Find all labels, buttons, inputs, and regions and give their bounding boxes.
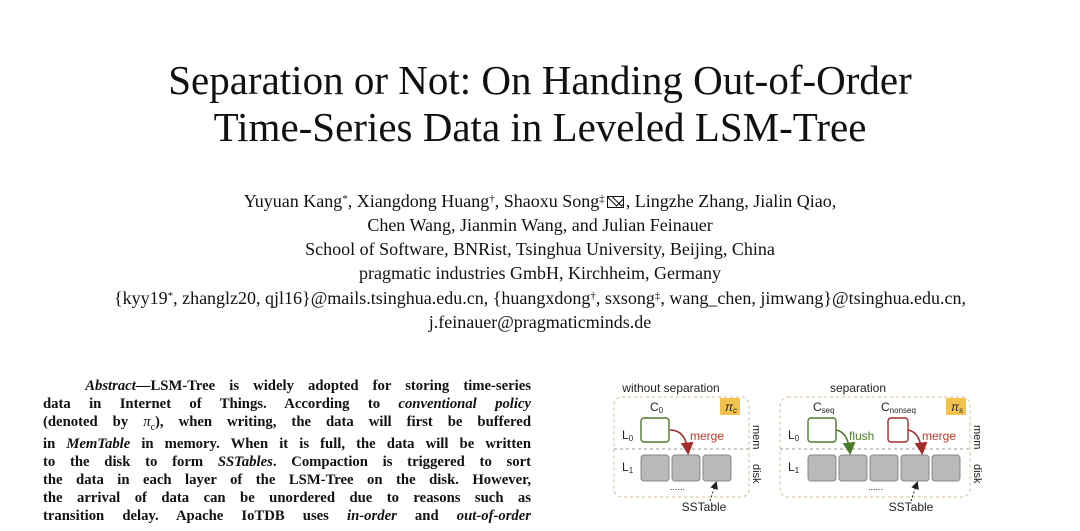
right-l1-label: L1 xyxy=(788,460,800,475)
right-memtable-nonseq xyxy=(888,418,908,442)
right-cseq-label: Cseq xyxy=(813,400,835,415)
affiliation-1: School of Software, BNRist, Tsinghua University, Beijing, China xyxy=(305,239,775,259)
left-merge-label: merge xyxy=(690,429,725,443)
left-c0-label: C0 xyxy=(650,400,664,415)
right-dots: ...... xyxy=(868,482,884,492)
right-cnonseq-label: Cnonseq xyxy=(881,400,916,415)
left-panel-title: without separation xyxy=(622,381,720,395)
left-merge-arrow xyxy=(670,430,688,452)
right-sstable-3 xyxy=(870,455,898,481)
right-sstable-label: SSTable xyxy=(888,500,934,514)
paper-title-line-1: Separation or Not: On Handing Out-of-Order xyxy=(168,57,912,103)
left-sstable-1 xyxy=(641,455,669,481)
abstract-label: Abstract xyxy=(85,378,136,394)
left-dots: ...... xyxy=(670,482,686,492)
right-sstable-5 xyxy=(932,455,960,481)
left-memtable-c0 xyxy=(641,418,669,442)
left-l1-label: L1 xyxy=(622,460,634,475)
authors-line-2: Chen Wang, Jianmin Wang, and Julian Feinauer xyxy=(367,215,713,235)
figure-svg xyxy=(608,378,992,526)
left-sstable-pointer xyxy=(710,483,716,501)
left-policy-pi: πc xyxy=(725,400,738,415)
right-mem-label: mem xyxy=(971,425,983,450)
right-sstable-1 xyxy=(808,455,836,481)
abstract: Abstract—LSM-Tree is widely adopted for storing time-series data in Internet of Things. According to conventional policy (denoted by $\pi_c$), when writing, the data will first be buffered in MemTable in memory. When it is full, the data will be written to the disk to form SSTables. Compaction is triggered to sort the data in each layer of the LSM-Tree on the disk. However, the arrival of data can be unordered due to reasons such as transition delay. Apache IoTDB uses in-order and out-of-order xyxy=(43,378,532,524)
right-policy-pi: πs xyxy=(951,400,964,415)
left-l0-label: L0 xyxy=(622,428,634,443)
right-l0-label: L0 xyxy=(788,428,800,443)
envelope-icon xyxy=(607,196,624,208)
right-panel-title: separation xyxy=(829,381,887,395)
left-disk-label: disk xyxy=(750,464,762,484)
left-sstable-2 xyxy=(672,455,700,481)
left-sstable-3 xyxy=(703,455,731,481)
left-mem-label: mem xyxy=(750,425,762,450)
paper-title-line-2: Time-Series Data in Leveled LSM-Tree xyxy=(213,104,867,150)
emails-line-2: j.feinauer@pragmaticminds.de xyxy=(428,312,652,332)
right-sstable-pointer xyxy=(911,483,917,501)
left-sstable-label: SSTable xyxy=(681,500,727,514)
right-sstable-4 xyxy=(901,455,929,481)
right-sstable-2 xyxy=(839,455,867,481)
figure-lsm-separation xyxy=(608,378,992,526)
right-merge-label: merge xyxy=(922,429,957,443)
emails-line-1: {kyy19*, zhanglz20, qjl16}@mails.tsinghua.edu.cn, {huangxdong†, sxsong‡, wang_chen, jimwang}@tsinghua.edu.cn, xyxy=(113,288,967,308)
right-flush-label: flush xyxy=(849,429,875,443)
authors-line-1: Yuyuan Kang*, Xiangdong Huang†, Shaoxu Song‡ , Lingzhe Zhang, Jialin Qiao, xyxy=(243,191,837,211)
right-disk-label: disk xyxy=(971,464,983,484)
right-memtable-seq xyxy=(808,418,836,442)
affiliation-2: pragmatic industries GmbH, Kirchheim, Germany xyxy=(359,263,721,283)
